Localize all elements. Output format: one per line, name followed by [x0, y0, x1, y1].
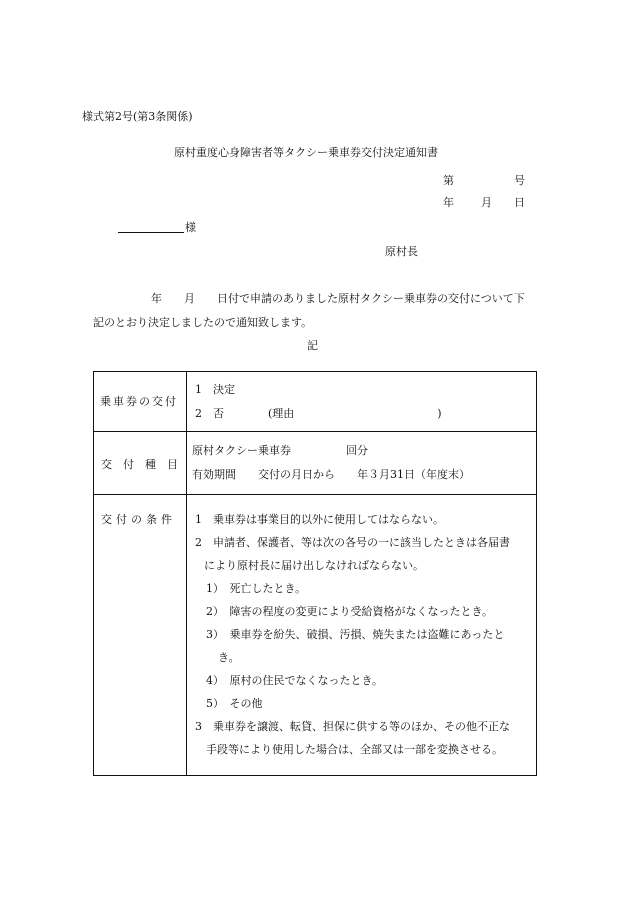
- condition-line-3: により原村長に届け出しなければならない。: [204, 559, 424, 572]
- decision-table: [93, 371, 537, 776]
- label-cell-type: [94, 432, 187, 495]
- number-go: 号: [514, 174, 525, 187]
- date-day: 日: [514, 196, 525, 209]
- row1-label: 乗車券の交付: [100, 395, 178, 408]
- condition-line-1: 1 乗車券は事業目的以外に使用してはならない。: [195, 513, 444, 526]
- label-cell-issuance: [94, 372, 187, 432]
- row1-item-decision: 1 決定: [195, 383, 235, 396]
- row2-item-ticket: 原村タクシー乗車券 回分: [192, 444, 368, 457]
- date-month: 月: [481, 196, 492, 209]
- table-row-conditions: [94, 495, 537, 776]
- table-row-issuance: [94, 372, 537, 432]
- value-cell-type: [187, 432, 537, 495]
- body-line-2: 記のとおり決定しましたので通知致します。: [93, 316, 313, 329]
- condition-line-5: 2） 障害の程度の変更により受給資格がなくなったとき。: [206, 605, 494, 618]
- page-title: 原村重度心身障害者等タクシー乗車券交付決定通知書: [174, 146, 438, 159]
- condition-line-7: き。: [218, 651, 240, 664]
- row3-label: 交付の条件: [101, 513, 176, 526]
- condition-line-10: 3 乗車券を譲渡、転貸、担保に供する等のほか、その他不正な: [195, 720, 510, 733]
- value-cell-conditions: [187, 495, 537, 776]
- condition-line-9: 5） その他: [206, 697, 263, 710]
- addressee-sama: 様: [185, 221, 196, 234]
- sender: 原村長: [385, 245, 418, 258]
- condition-line-11: 手段等により使用した場合は、全部又は一部を変換させる。: [206, 743, 503, 756]
- form-number: 様式第2号(第3条関係): [82, 110, 193, 123]
- body-line-1: 年 月 日付で申請のありました原村タクシー乗車券の交付について下: [151, 292, 525, 305]
- row1-item-rejection: 2 否 (理由 ): [195, 407, 442, 420]
- date-year: 年: [443, 196, 454, 209]
- row2-item-validity: 有効期間 交付の月日から 年３月31日（年度末）: [192, 468, 470, 481]
- condition-line-2: 2 申請者、保護者、等は次の各号の一に該当したときは各届書: [195, 536, 510, 549]
- number-dai: 第: [443, 174, 454, 187]
- condition-line-4: 1） 死亡したとき。: [206, 582, 307, 595]
- value-cell-issuance: [187, 372, 537, 432]
- ki-heading: 記: [307, 339, 318, 352]
- condition-line-6: 3） 乗車券を紛失、破損、汚損、焼失または盗難にあったと: [206, 628, 505, 641]
- condition-line-8: 4） 原村の住民でなくなったとき。: [206, 674, 384, 687]
- label-cell-conditions: [94, 495, 187, 776]
- table-row-type: [94, 432, 537, 495]
- addressee-blank-line: [118, 232, 184, 233]
- row2-label: 交 付 種 目: [101, 458, 178, 471]
